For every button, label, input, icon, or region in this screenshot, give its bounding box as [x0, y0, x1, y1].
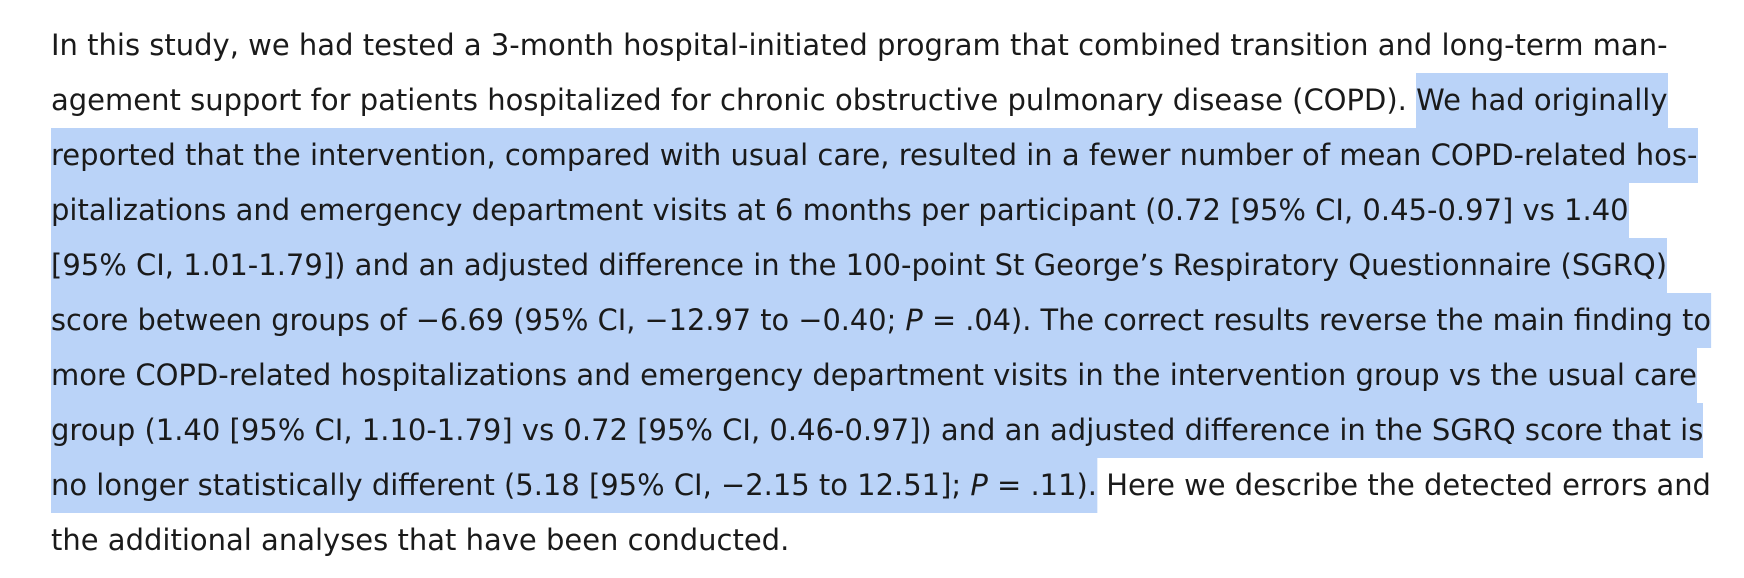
paragraph-line-8	[51, 403, 1711, 458]
selected-text-run: more COPD-related hospitalizations and emergency department visits in the intervention group vs the usual care	[51, 348, 1697, 403]
paragraph-line-3	[51, 128, 1711, 183]
selected-text-run: pitalizations and emergency department visits at 6 months per participant (0.72 [95% CI, 0.45-0.97] vs 1.40	[51, 183, 1629, 238]
selected-text-run	[51, 293, 1711, 348]
selected-text-run	[51, 458, 1097, 513]
selected-text-run: group (1.40 [95% CI, 1.10-1.79] vs 0.72 [95% CI, 0.46-0.97]) and an adjusted difference in the SGRQ score that is	[51, 403, 1703, 458]
text-run: In this study, we had tested a 3-month hospital-initiated program that combined transition and long-term man-	[51, 28, 1668, 62]
paragraph-line-7	[51, 348, 1711, 403]
selected-text-run: We had originally	[1416, 73, 1667, 128]
p-value-symbol: P	[905, 303, 923, 337]
text-run: Here we describe the detected errors and	[1097, 468, 1711, 502]
selected-text-run: reported that the intervention, compared with usual care, resulted in a fewer number of mean COPD-related hos-	[51, 128, 1698, 183]
text-run: agement support for patients hospitalized for chronic obstructive pulmonary disease (COPD).	[51, 83, 1417, 117]
paragraph-line-10	[51, 513, 1711, 568]
paragraph-line-2	[51, 73, 1711, 128]
text-run: the additional analyses that have been conducted.	[51, 523, 790, 557]
text-part: = .11).	[987, 468, 1098, 502]
paragraph-line-5	[51, 238, 1711, 293]
p-value-symbol: P	[970, 468, 988, 502]
paragraph-line-1	[51, 18, 1711, 73]
paragraph-line-6	[51, 293, 1712, 348]
paragraph-line-9	[51, 458, 1711, 513]
text-part: = .04). The correct results reverse the main finding to	[922, 303, 1712, 337]
selected-text-run: [95% CI, 1.01-1.79]) and an adjusted difference in the 100-point St George’s Respiratory Questionnaire (SGRQ)	[51, 238, 1667, 293]
text-part: score between groups of −6.69 (95% CI, −12.97 to −0.40;	[51, 303, 906, 337]
article-paragraph	[51, 18, 1711, 568]
text-part: no longer statistically different (5.18 [95% CI, −2.15 to 12.51];	[51, 468, 971, 502]
paragraph-line-4	[51, 183, 1711, 238]
